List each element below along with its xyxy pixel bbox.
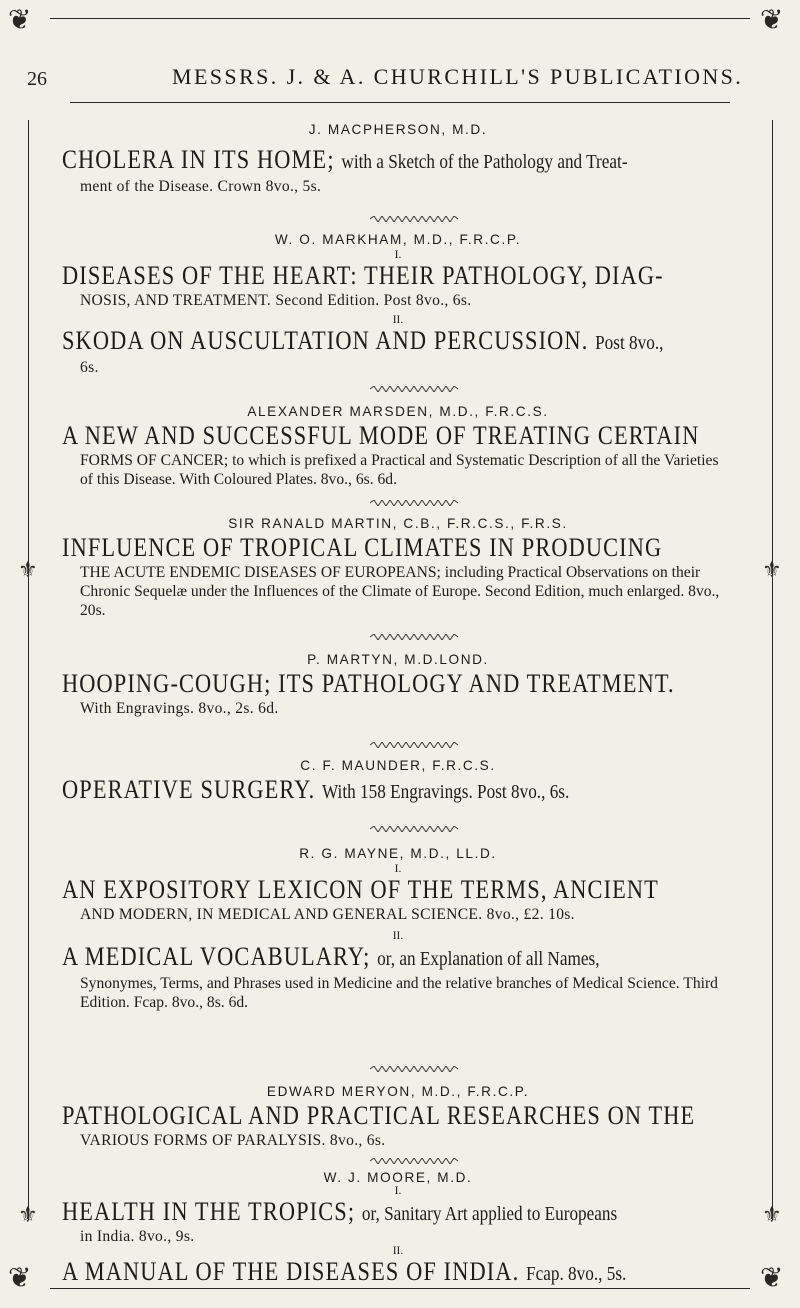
work-description: VARIOUS FORMS OF PARALYSIS. 8vo., 6s. — [80, 1132, 386, 1149]
author-name: EDWARD MERYON, M.D., F.R.C.P. — [266, 1084, 530, 1099]
work-title: PATHOLOGICAL AND PRACTICAL RESEARCHES ON THE — [62, 1101, 696, 1130]
catalogue-entry — [62, 516, 734, 620]
author-name: J. MACPHERSON, M.D. — [308, 122, 488, 137]
author-name: R. G. MAYNE, M.D., LL.D. — [299, 846, 497, 861]
work-numeral: II. — [392, 930, 404, 942]
catalogue-entry — [62, 846, 734, 1012]
work-description: 6s. — [80, 359, 99, 376]
author-name: C. F. MAUNDER, F.R.C.S. — [300, 758, 496, 773]
catalogue-entry — [62, 652, 734, 718]
work-title: DISEASES OF THE HEART: THEIR PATHOLOGY, DIAG- — [62, 261, 664, 290]
page-number: 26 — [27, 68, 47, 90]
side-ornament-right-2: ⚜ — [762, 1203, 782, 1228]
catalogue-entry — [62, 758, 734, 807]
frame-rule-top — [50, 18, 750, 19]
work-title: AN EXPOSITORY LEXICON OF THE TERMS, ANCIENT — [62, 875, 659, 904]
corner-ornament-top-right: ❦ — [760, 3, 784, 36]
work-title: HEALTH IN THE TROPICS; or, Sanitary Art applied to Europeans — [62, 1197, 618, 1226]
work-numeral: I. — [394, 249, 402, 261]
author-name: W. O. MARKHAM, M.D., F.R.C.P. — [274, 232, 522, 247]
corner-ornament-bottom-left: ❦ — [8, 1261, 32, 1294]
side-ornament-right-1: ⚜ — [762, 558, 782, 583]
work-numeral: II. — [392, 314, 404, 326]
work-numeral: I. — [394, 1185, 402, 1197]
work-description: THE ACUTE ENDEMIC DISEASES OF EUROPEANS; including Practical Observations on their Chronic Sequelæ under the Influences of the Climate of Europe. Second Edition, much enlarged. 8vo., 20s. — [80, 564, 720, 619]
work-title: A MANUAL OF THE DISEASES OF INDIA. Fcap. 8vo., 5s. — [62, 1257, 627, 1286]
frame-rule-right — [772, 120, 773, 1220]
work-title: CHOLERA IN ITS HOME; with a Sketch of the Pathology and Treat- — [62, 145, 628, 174]
work-description: FORMS OF CANCER; to which is prefixed a Practical and Systematic Description of all the Varieties of this Disease. With Coloured Plates. 8vo., 6s. 6d. — [80, 452, 719, 488]
section-divider — [370, 500, 460, 506]
catalogue-entry — [62, 122, 734, 196]
catalogue-entry — [62, 232, 734, 377]
author-name: P. MARTYN, M.D.LOND. — [307, 652, 489, 667]
corner-ornament-top-left: ❦ — [8, 3, 32, 36]
work-description: NOSIS, AND TREATMENT. Second Edition. Post 8vo., 6s. — [80, 292, 472, 309]
work-title: A NEW AND SUCCESSFUL MODE OF TREATING CERTAIN — [62, 421, 700, 450]
catalogue-entry — [62, 404, 734, 489]
work-description: With Engravings. 8vo., 2s. 6d. — [80, 700, 279, 717]
section-divider — [370, 826, 460, 832]
work-title: HOOPING-COUGH; ITS PATHOLOGY AND TREATMENT. — [62, 669, 675, 698]
work-description: ment of the Disease. Crown 8vo., 5s. — [80, 178, 322, 195]
catalogue-entry — [62, 1084, 734, 1150]
corner-ornament-bottom-right: ❦ — [760, 1261, 784, 1294]
side-ornament-left-1: ⚜ — [18, 558, 38, 583]
work-title: SKODA ON AUSCULTATION AND PERCUSSION. Post 8vo., — [62, 326, 664, 355]
author-name: SIR RANALD MARTIN, C.B., F.R.C.S., F.R.S. — [228, 516, 568, 531]
frame-rule-top-inner — [70, 102, 730, 103]
section-divider — [370, 742, 460, 748]
work-title: A MEDICAL VOCABULARY; or, an Explanation of all Names, — [62, 942, 600, 971]
work-title: INFLUENCE OF TROPICAL CLIMATES IN PRODUCING — [62, 533, 663, 562]
work-description: in India. 8vo., 9s. — [80, 1228, 195, 1245]
running-head: MESSRS. J. & A. CHURCHILL'S PUBLICATIONS. — [172, 64, 744, 89]
section-divider — [370, 634, 460, 640]
side-ornament-left-2: ⚜ — [18, 1203, 38, 1228]
catalogue-entry — [62, 1170, 734, 1289]
work-title: OPERATIVE SURGERY. With 158 Engravings. Post 8vo., 6s. — [62, 775, 570, 804]
section-divider — [370, 1158, 460, 1164]
work-numeral: II. — [392, 1245, 404, 1257]
section-divider — [370, 216, 460, 222]
section-divider — [370, 1066, 460, 1072]
work-numeral: I. — [394, 863, 402, 875]
section-divider — [370, 386, 460, 392]
work-description: Synonymes, Terms, and Phrases used in Medicine and the relative branches of Medical Science. Third Edition. Fcap. 8vo., 8s. 6d. — [80, 975, 718, 1011]
author-name: W. J. MOORE, M.D. — [323, 1170, 473, 1185]
frame-rule-left — [28, 120, 29, 1220]
work-description: AND MODERN, IN MEDICAL AND GENERAL SCIENCE. 8vo., £2. 10s. — [80, 906, 575, 923]
author-name: ALEXANDER MARSDEN, M.D., F.R.C.S. — [247, 404, 549, 419]
